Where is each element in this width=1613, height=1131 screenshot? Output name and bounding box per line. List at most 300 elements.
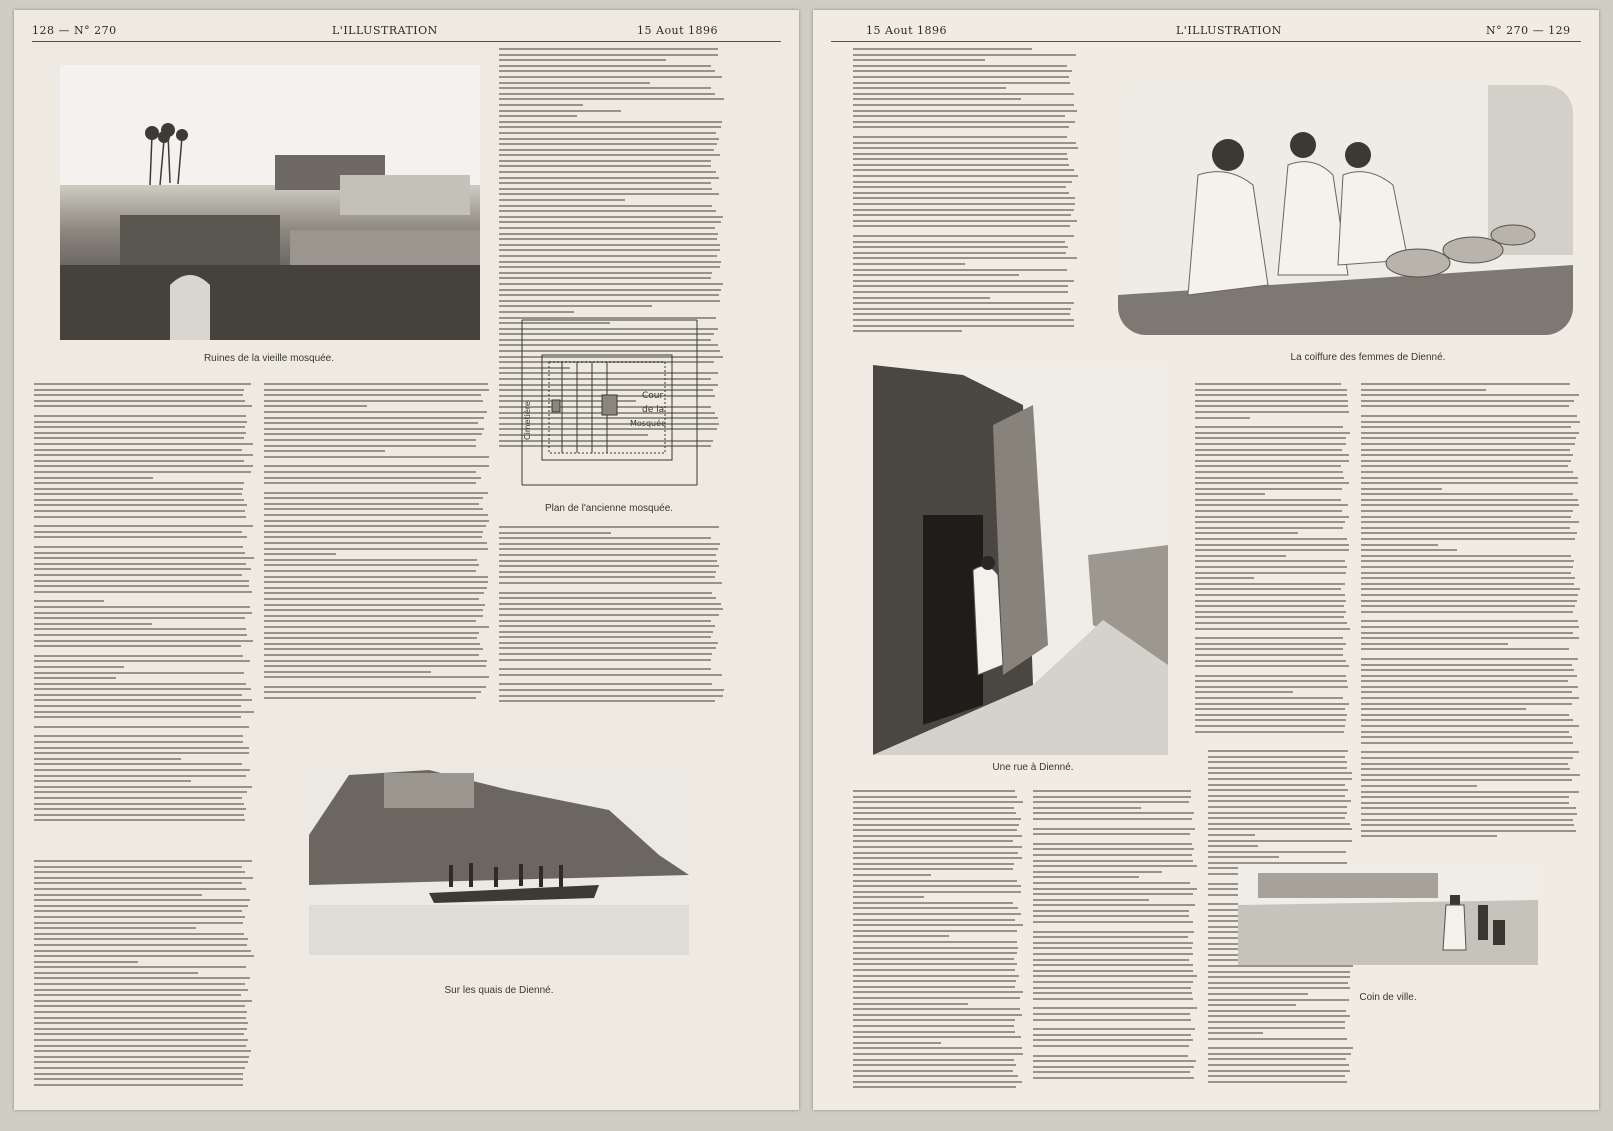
text-line bbox=[853, 1081, 1022, 1083]
text-column bbox=[34, 383, 254, 838]
text-line bbox=[1208, 789, 1348, 791]
text-line bbox=[264, 422, 478, 424]
text-line bbox=[853, 308, 1071, 310]
text-line bbox=[853, 812, 1016, 814]
text-line bbox=[1208, 1053, 1351, 1055]
text-line bbox=[499, 188, 712, 190]
text-line bbox=[1033, 931, 1194, 933]
text-line bbox=[499, 48, 718, 50]
text-line bbox=[264, 450, 385, 452]
text-line bbox=[264, 592, 484, 594]
text-line bbox=[853, 169, 1074, 171]
text-line bbox=[1208, 856, 1279, 858]
text-line bbox=[853, 935, 949, 937]
text-line bbox=[1208, 976, 1350, 978]
text-line bbox=[1208, 1032, 1263, 1034]
text-line bbox=[499, 93, 715, 95]
text-line bbox=[1361, 719, 1573, 721]
text-line bbox=[264, 456, 489, 458]
text-line bbox=[1208, 1075, 1345, 1077]
text-line bbox=[853, 868, 1013, 870]
text-line bbox=[1195, 437, 1346, 439]
text-line bbox=[499, 597, 716, 599]
text-line bbox=[499, 266, 720, 268]
text-line bbox=[1195, 725, 1345, 727]
coiffure-caption: La coiffure des femmes de Dienné. bbox=[1290, 352, 1446, 363]
text-line bbox=[34, 1067, 245, 1069]
page-folio: N° 270 — 129 bbox=[1486, 24, 1571, 37]
text-line bbox=[853, 252, 1066, 254]
text-line bbox=[853, 896, 924, 898]
text-line bbox=[1361, 807, 1576, 809]
text-line bbox=[1361, 482, 1578, 484]
text-line bbox=[853, 880, 1017, 882]
text-line bbox=[34, 645, 241, 647]
text-line bbox=[1033, 833, 1190, 835]
text-line bbox=[499, 126, 721, 128]
text-line bbox=[853, 835, 1022, 837]
text-line bbox=[853, 952, 1017, 954]
text-line bbox=[499, 182, 711, 184]
text-line bbox=[34, 677, 116, 679]
text-line bbox=[1361, 449, 1570, 451]
text-line bbox=[1361, 426, 1571, 428]
text-line bbox=[853, 790, 1015, 792]
text-line bbox=[34, 660, 250, 662]
text-line bbox=[34, 803, 244, 805]
text-line bbox=[264, 394, 481, 396]
text-line bbox=[1361, 588, 1580, 590]
text-line bbox=[853, 110, 1077, 112]
text-line bbox=[853, 126, 1069, 128]
plan-label-cemetery: Cimetière bbox=[523, 401, 532, 440]
text-line bbox=[264, 439, 476, 441]
text-line bbox=[1033, 893, 1193, 895]
text-line bbox=[1033, 942, 1193, 944]
text-line bbox=[499, 659, 711, 661]
text-line bbox=[1208, 750, 1348, 752]
text-column bbox=[264, 383, 489, 713]
text-line bbox=[264, 536, 482, 538]
text-line bbox=[853, 919, 1015, 921]
text-line bbox=[264, 598, 479, 600]
text-line bbox=[1361, 538, 1575, 540]
text-line bbox=[264, 609, 483, 611]
text-line bbox=[853, 1064, 1016, 1066]
text-line bbox=[264, 564, 479, 566]
text-line bbox=[1033, 828, 1195, 830]
text-line bbox=[34, 866, 242, 868]
text-line bbox=[853, 330, 962, 332]
text-line bbox=[853, 285, 1068, 287]
text-line bbox=[1195, 643, 1346, 645]
text-line bbox=[1033, 910, 1189, 912]
text-line bbox=[264, 542, 487, 544]
text-line bbox=[499, 177, 719, 179]
text-line bbox=[34, 655, 243, 657]
text-line bbox=[34, 694, 242, 696]
text-line bbox=[1361, 432, 1579, 434]
text-line bbox=[853, 1059, 1014, 1061]
text-line bbox=[1195, 675, 1346, 677]
text-line bbox=[1361, 736, 1572, 738]
text-line bbox=[1208, 778, 1352, 780]
text-line bbox=[1361, 454, 1573, 456]
text-line bbox=[1033, 854, 1192, 856]
text-line bbox=[1361, 802, 1569, 804]
text-line bbox=[34, 927, 196, 929]
text-line bbox=[34, 983, 245, 985]
text-column bbox=[34, 860, 254, 1095]
street-illustration bbox=[873, 365, 1168, 755]
magazine-title: L'ILLUSTRATION bbox=[1176, 24, 1282, 37]
text-line bbox=[1361, 499, 1578, 501]
text-line bbox=[34, 966, 246, 968]
header-rule bbox=[831, 41, 1581, 42]
text-line bbox=[264, 604, 485, 606]
text-line bbox=[34, 769, 250, 771]
text-line bbox=[264, 520, 489, 522]
text-line bbox=[499, 689, 724, 691]
text-line bbox=[853, 186, 1066, 188]
text-line bbox=[853, 840, 1013, 842]
text-line bbox=[34, 1017, 246, 1019]
text-line bbox=[1361, 594, 1578, 596]
text-line bbox=[34, 405, 252, 407]
text-line bbox=[1033, 888, 1197, 890]
text-line bbox=[853, 907, 1018, 909]
text-line bbox=[1361, 824, 1574, 826]
text-line bbox=[34, 488, 243, 490]
quay-illustration bbox=[309, 765, 689, 955]
text-line bbox=[1361, 527, 1570, 529]
text-line bbox=[264, 697, 476, 699]
text-line bbox=[34, 580, 249, 582]
text-line bbox=[34, 640, 253, 642]
text-line bbox=[1195, 544, 1349, 546]
text-line bbox=[499, 294, 719, 296]
text-line bbox=[1195, 521, 1345, 523]
text-line bbox=[34, 516, 246, 518]
text-line bbox=[1195, 394, 1347, 396]
text-line bbox=[264, 637, 477, 639]
text-line bbox=[499, 642, 718, 644]
text-line bbox=[853, 991, 1023, 993]
text-line bbox=[1361, 796, 1569, 798]
street-caption: Une rue à Dienné. bbox=[992, 762, 1074, 773]
text-line bbox=[1033, 1066, 1194, 1068]
text-line bbox=[853, 313, 1070, 315]
text-line bbox=[34, 808, 246, 810]
text-line bbox=[264, 581, 488, 583]
text-line bbox=[1208, 1004, 1296, 1006]
text-column bbox=[853, 48, 1078, 343]
text-line bbox=[1195, 549, 1349, 551]
text-line bbox=[853, 852, 1018, 854]
text-line bbox=[499, 70, 715, 72]
text-line bbox=[1361, 819, 1573, 821]
text-line bbox=[1361, 830, 1576, 832]
text-line bbox=[34, 672, 244, 674]
text-line bbox=[1195, 499, 1341, 501]
text-line bbox=[1195, 714, 1347, 716]
text-line bbox=[853, 235, 1074, 237]
text-line bbox=[1195, 605, 1344, 607]
text-line bbox=[34, 1039, 248, 1041]
text-line bbox=[34, 763, 242, 765]
text-line bbox=[34, 735, 243, 737]
text-line bbox=[499, 121, 722, 123]
text-line bbox=[499, 216, 723, 218]
text-line bbox=[499, 171, 716, 173]
text-line bbox=[264, 620, 476, 622]
text-line bbox=[499, 647, 716, 649]
text-line bbox=[264, 514, 488, 516]
text-line bbox=[853, 225, 1070, 227]
text-line bbox=[499, 683, 712, 685]
text-line bbox=[1361, 813, 1577, 815]
text-line bbox=[34, 493, 242, 495]
text-line bbox=[1195, 443, 1346, 445]
text-line bbox=[1195, 665, 1349, 667]
text-line bbox=[34, 1033, 244, 1035]
text-line bbox=[34, 443, 253, 445]
text-line bbox=[264, 503, 479, 505]
text-line bbox=[1361, 751, 1579, 753]
text-line bbox=[1208, 845, 1258, 847]
text-line bbox=[853, 164, 1069, 166]
text-line bbox=[1361, 835, 1497, 837]
text-line bbox=[853, 246, 1068, 248]
text-line bbox=[1361, 675, 1577, 677]
text-line bbox=[34, 944, 247, 946]
text-line bbox=[499, 210, 716, 212]
text-line bbox=[499, 272, 712, 274]
text-line bbox=[1361, 605, 1575, 607]
text-line bbox=[34, 860, 252, 862]
text-line bbox=[499, 227, 715, 229]
text-line bbox=[1195, 411, 1349, 413]
text-line bbox=[853, 269, 1067, 271]
text-line bbox=[499, 631, 713, 633]
text-line bbox=[1033, 807, 1141, 809]
text-line bbox=[34, 606, 250, 608]
text-line bbox=[499, 614, 719, 616]
text-line bbox=[1033, 848, 1194, 850]
text-line bbox=[1208, 800, 1351, 802]
text-line bbox=[34, 989, 248, 991]
text-line bbox=[1208, 767, 1347, 769]
text-line bbox=[34, 683, 246, 685]
text-line bbox=[1361, 532, 1577, 534]
text-line bbox=[853, 1070, 1013, 1072]
text-line bbox=[264, 482, 476, 484]
text-line bbox=[1033, 1013, 1190, 1015]
text-line bbox=[499, 98, 724, 100]
text-line bbox=[1361, 555, 1571, 557]
text-line bbox=[853, 93, 1074, 95]
text-line bbox=[1208, 993, 1308, 995]
text-line bbox=[1033, 970, 1193, 972]
text-line bbox=[1033, 981, 1193, 983]
text-line bbox=[264, 400, 483, 402]
text-line bbox=[853, 220, 1077, 222]
text-line bbox=[1195, 432, 1350, 434]
text-line bbox=[499, 548, 718, 550]
text-line bbox=[853, 274, 1019, 276]
text-line bbox=[853, 1008, 1020, 1010]
text-line bbox=[853, 203, 1075, 205]
text-line bbox=[1208, 784, 1345, 786]
text-line bbox=[1033, 953, 1193, 955]
text-line bbox=[1208, 823, 1350, 825]
text-line bbox=[264, 691, 481, 693]
text-line bbox=[499, 625, 715, 627]
text-line bbox=[1195, 389, 1347, 391]
ruins-caption: Ruines de la vieille mosquée. bbox=[203, 353, 335, 364]
text-line bbox=[1033, 987, 1191, 989]
text-line bbox=[264, 492, 488, 494]
text-line bbox=[853, 214, 1071, 216]
text-line bbox=[264, 465, 489, 467]
text-line bbox=[1361, 389, 1486, 391]
text-line bbox=[1195, 637, 1343, 639]
text-line bbox=[34, 950, 251, 952]
text-line bbox=[499, 138, 719, 140]
text-line bbox=[34, 499, 244, 501]
text-line bbox=[1195, 471, 1343, 473]
text-line bbox=[853, 319, 1074, 321]
text-line bbox=[853, 158, 1068, 160]
text-line bbox=[1195, 400, 1348, 402]
text-line bbox=[853, 1036, 1021, 1038]
text-line bbox=[264, 665, 486, 667]
text-line bbox=[34, 1050, 251, 1052]
text-line bbox=[853, 147, 1078, 149]
text-line bbox=[1208, 840, 1352, 842]
text-line bbox=[1208, 1081, 1347, 1083]
text-line bbox=[853, 82, 1070, 84]
text-line bbox=[34, 585, 249, 587]
text-line bbox=[1361, 549, 1457, 551]
text-line bbox=[853, 969, 1015, 971]
text-line bbox=[853, 175, 1078, 177]
text-line bbox=[1033, 1055, 1188, 1057]
text-line bbox=[499, 668, 711, 670]
corner-illustration bbox=[1238, 865, 1538, 965]
magazine-title: L'ILLUSTRATION bbox=[332, 24, 438, 37]
text-line bbox=[1208, 965, 1353, 967]
text-line bbox=[1208, 756, 1345, 758]
text-line bbox=[1361, 460, 1571, 462]
text-line bbox=[1361, 779, 1572, 781]
text-line bbox=[853, 54, 1076, 56]
text-line bbox=[499, 700, 715, 702]
text-line bbox=[499, 149, 714, 151]
text-line bbox=[853, 76, 1069, 78]
text-line bbox=[1195, 572, 1346, 574]
text-line bbox=[264, 497, 483, 499]
text-line bbox=[34, 780, 191, 782]
text-line bbox=[264, 686, 486, 688]
text-line bbox=[34, 1078, 243, 1080]
text-line bbox=[1195, 538, 1347, 540]
text-line bbox=[853, 1042, 941, 1044]
plan-label-mosque: Mosquée bbox=[630, 419, 666, 428]
text-line bbox=[34, 437, 244, 439]
text-line bbox=[34, 741, 243, 743]
text-line bbox=[1033, 992, 1192, 994]
text-line bbox=[499, 537, 711, 539]
text-line bbox=[264, 508, 483, 510]
text-line bbox=[1195, 527, 1343, 529]
text-line bbox=[1361, 443, 1575, 445]
text-line bbox=[499, 674, 722, 676]
text-line bbox=[264, 428, 484, 430]
text-line bbox=[1195, 686, 1348, 688]
text-line bbox=[1195, 426, 1343, 428]
text-line bbox=[853, 1025, 1014, 1027]
text-line bbox=[1361, 566, 1573, 568]
plan-label-of-the: de la bbox=[642, 405, 665, 415]
left-page bbox=[14, 10, 799, 1110]
text-line bbox=[1195, 577, 1254, 579]
text-line bbox=[1361, 703, 1572, 705]
text-line bbox=[34, 574, 242, 576]
text-line bbox=[1208, 982, 1348, 984]
text-line bbox=[34, 791, 247, 793]
text-line bbox=[34, 699, 252, 701]
text-line bbox=[499, 283, 723, 285]
text-line bbox=[1033, 865, 1197, 867]
text-column bbox=[853, 790, 1023, 1095]
text-line bbox=[853, 891, 1021, 893]
text-line bbox=[34, 1000, 252, 1002]
text-line bbox=[264, 559, 477, 561]
text-column bbox=[1033, 790, 1198, 1095]
text-line bbox=[499, 132, 716, 134]
text-line bbox=[1361, 504, 1579, 506]
text-line bbox=[1361, 664, 1572, 666]
text-line bbox=[853, 958, 1014, 960]
text-line bbox=[853, 136, 1067, 138]
corner-caption: Coin de ville. bbox=[1359, 992, 1417, 1003]
text-line bbox=[853, 1086, 1016, 1088]
text-line bbox=[34, 747, 249, 749]
mosque-plan-drawing bbox=[502, 300, 717, 500]
text-line bbox=[1361, 421, 1580, 423]
header-rule bbox=[32, 41, 781, 42]
text-line bbox=[34, 752, 249, 754]
text-line bbox=[1361, 572, 1571, 574]
text-line bbox=[34, 628, 246, 630]
text-line bbox=[1361, 611, 1573, 613]
text-line bbox=[853, 818, 1021, 820]
text-line bbox=[1361, 757, 1573, 759]
text-line bbox=[853, 947, 1018, 949]
text-line bbox=[1208, 1064, 1349, 1066]
text-line bbox=[1033, 790, 1191, 792]
text-line bbox=[264, 417, 484, 419]
text-line bbox=[499, 65, 711, 67]
text-line bbox=[34, 666, 124, 668]
text-line bbox=[1361, 510, 1573, 512]
text-line bbox=[34, 394, 243, 396]
text-line bbox=[1208, 761, 1347, 763]
text-line bbox=[1208, 1027, 1345, 1029]
text-line bbox=[264, 531, 483, 533]
text-line bbox=[1361, 560, 1574, 562]
